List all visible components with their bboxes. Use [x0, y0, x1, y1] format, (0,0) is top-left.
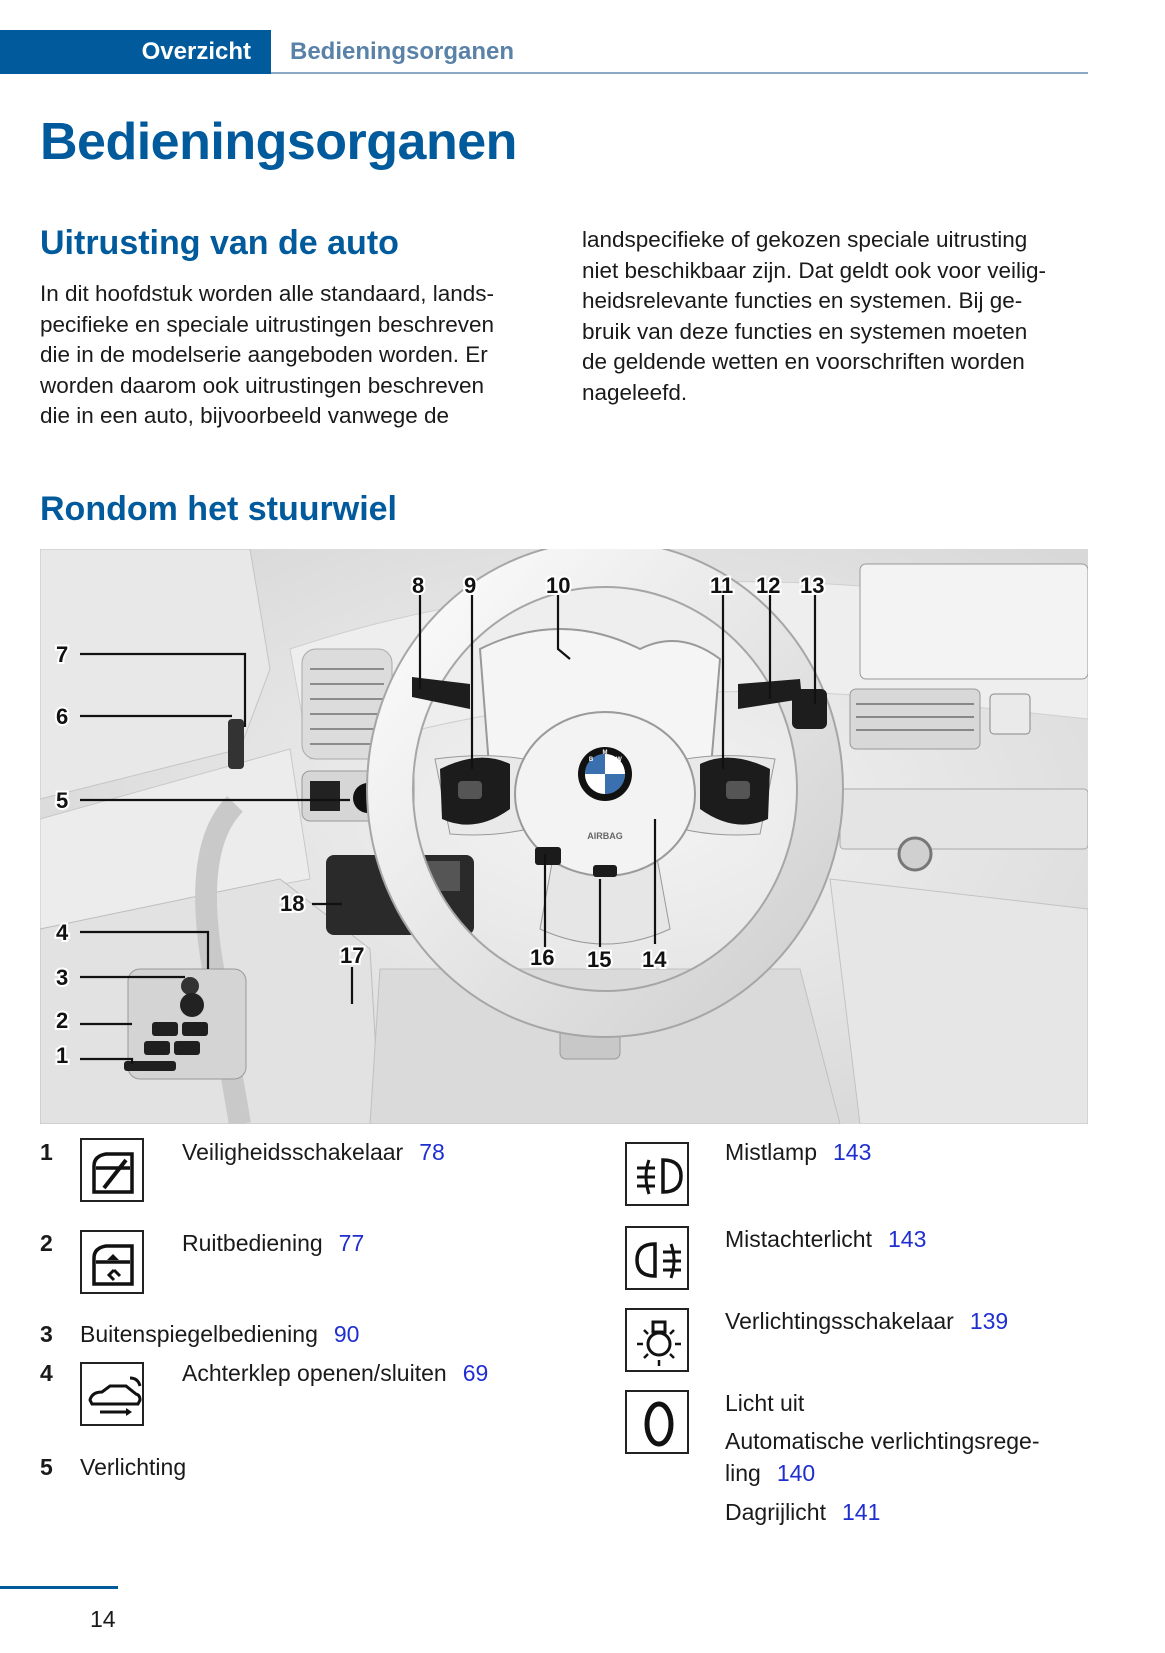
page-ref-link[interactable]: 140 — [776, 1460, 816, 1486]
legend-text: Achterklep openen/sluiten — [182, 1360, 447, 1386]
callout-8: 8 — [412, 573, 425, 598]
window-lock-icon — [80, 1138, 144, 1202]
light-switch-icon — [625, 1308, 689, 1372]
legend-text: ling — [725, 1460, 761, 1486]
legend-right-label-2 — [725, 1226, 926, 1253]
header-section: Bedieningsorganen — [290, 38, 515, 65]
page-ref-link[interactable]: 78 — [419, 1139, 445, 1165]
callout-6: 6 — [56, 704, 69, 729]
legend-label-4 — [182, 1360, 488, 1387]
page-number: 14 — [90, 1606, 116, 1632]
text-line: de geldende wetten en voorschriften worden — [582, 349, 1025, 374]
legend-right-label-5b — [725, 1460, 815, 1487]
legend-text: Verlichtingsschakelaar — [725, 1308, 954, 1334]
light-off-icon — [625, 1390, 689, 1454]
text-line: In dit hoofdstuk worden alle standaard, lands- — [40, 281, 495, 306]
legend-text: Dagrijlicht — [725, 1499, 826, 1525]
legend-label-1 — [182, 1139, 445, 1166]
callout-16: 16 — [530, 945, 555, 970]
steering-wheel-illustration — [40, 549, 1088, 1124]
page-ref-link[interactable]: 139 — [969, 1308, 1009, 1334]
section2-heading: Rondom het stuurwiel — [40, 490, 397, 528]
fog-lamp-icon — [625, 1142, 689, 1206]
bmw-logo-letter: M — [602, 750, 608, 756]
rear-fog-icon — [625, 1226, 689, 1290]
cockpit-drawing — [40, 549, 1088, 1124]
page-ref-link[interactable]: 90 — [333, 1321, 360, 1347]
callout-17: 17 — [340, 943, 365, 968]
footer-rule — [0, 1586, 118, 1589]
callout-1: 1 — [56, 1043, 69, 1068]
page-ref-link[interactable]: 143 — [833, 1139, 872, 1165]
bmw-logo-letter: W — [616, 757, 622, 763]
section1-col2 — [582, 225, 1102, 408]
callout-2: 2 — [56, 1008, 69, 1033]
callout-14: 14 — [642, 947, 667, 972]
page-title: Bedieningsorganen — [40, 113, 517, 171]
callout-18: 18 — [280, 891, 305, 916]
legend-label-5: Verlichting — [80, 1454, 187, 1480]
callout-5: 5 — [56, 788, 69, 813]
section1-col1 — [40, 279, 560, 432]
tailgate-icon — [80, 1362, 144, 1426]
legend-num-1: 1 — [40, 1139, 53, 1165]
page-ref-link[interactable]: 69 — [462, 1360, 489, 1386]
text-line: heidsrelevante functies en systemen. Bij ge- — [582, 288, 1023, 313]
page-ref-link[interactable]: 143 — [887, 1226, 927, 1252]
callout-7: 7 — [56, 642, 69, 667]
legend-text: Mistlamp — [725, 1139, 818, 1165]
text-line: landspecifieke of gekozen speciale uitrusting — [582, 227, 1028, 252]
legend-right-label-3 — [725, 1308, 1008, 1335]
header-tab — [0, 30, 271, 74]
page-ref-link[interactable]: 141 — [841, 1499, 881, 1525]
legend-text: Veiligheidsschakelaar — [182, 1139, 404, 1165]
header-tab-label: Overzicht — [141, 38, 251, 65]
text-line: worden daarom ook uitrustingen beschreven — [40, 372, 485, 398]
callout-10: 10 — [546, 573, 571, 598]
legend-right-label-6 — [725, 1499, 880, 1526]
legend-right-label-5a: Automatische verlichtingsrege- — [725, 1428, 1040, 1454]
callout-3: 3 — [56, 965, 69, 990]
text-line: pecifieke en speciale uitrustingen beschreven — [40, 311, 495, 337]
section1-heading: Uitrusting van de auto — [40, 224, 399, 262]
window-control-icon — [80, 1230, 144, 1294]
page-ref-link[interactable]: 77 — [338, 1230, 365, 1256]
legend-text: Mistachterlicht — [725, 1226, 872, 1252]
legend-num-4: 4 — [40, 1360, 53, 1386]
legend-label-3 — [80, 1321, 359, 1348]
text-line: bruik van deze functies en systemen moeten — [582, 318, 1028, 344]
callout-13: 13 — [800, 573, 825, 598]
callout-11: 11 — [710, 573, 734, 598]
legend-text: Ruitbediening — [182, 1230, 323, 1256]
text-line: die in de modelserie aangeboden worden. Er — [40, 342, 488, 367]
legend-right-label-4: Licht uit — [725, 1390, 805, 1416]
airbag-label: AIRBAG — [587, 831, 623, 841]
callout-15: 15 — [587, 947, 612, 972]
callout-12: 12 — [756, 573, 781, 598]
text-line: niet beschikbaar zijn. Dat geldt ook voor veilig- — [582, 257, 1046, 283]
legend-num-5: 5 — [40, 1454, 53, 1480]
legend-num-3: 3 — [40, 1321, 53, 1347]
bmw-logo-letter: B — [588, 757, 594, 763]
callout-9: 9 — [464, 573, 477, 598]
legend-text: Buitenspiegelbediening — [80, 1321, 318, 1347]
text-line: die in een auto, bijvoorbeeld vanwege de — [40, 403, 450, 428]
legend-label-2 — [182, 1230, 364, 1257]
legend-num-2: 2 — [40, 1230, 53, 1256]
header-rule — [271, 72, 1088, 74]
legend-right-label-1 — [725, 1139, 871, 1166]
callout-4: 4 — [56, 920, 69, 945]
text-line: nageleefd. — [582, 379, 688, 405]
